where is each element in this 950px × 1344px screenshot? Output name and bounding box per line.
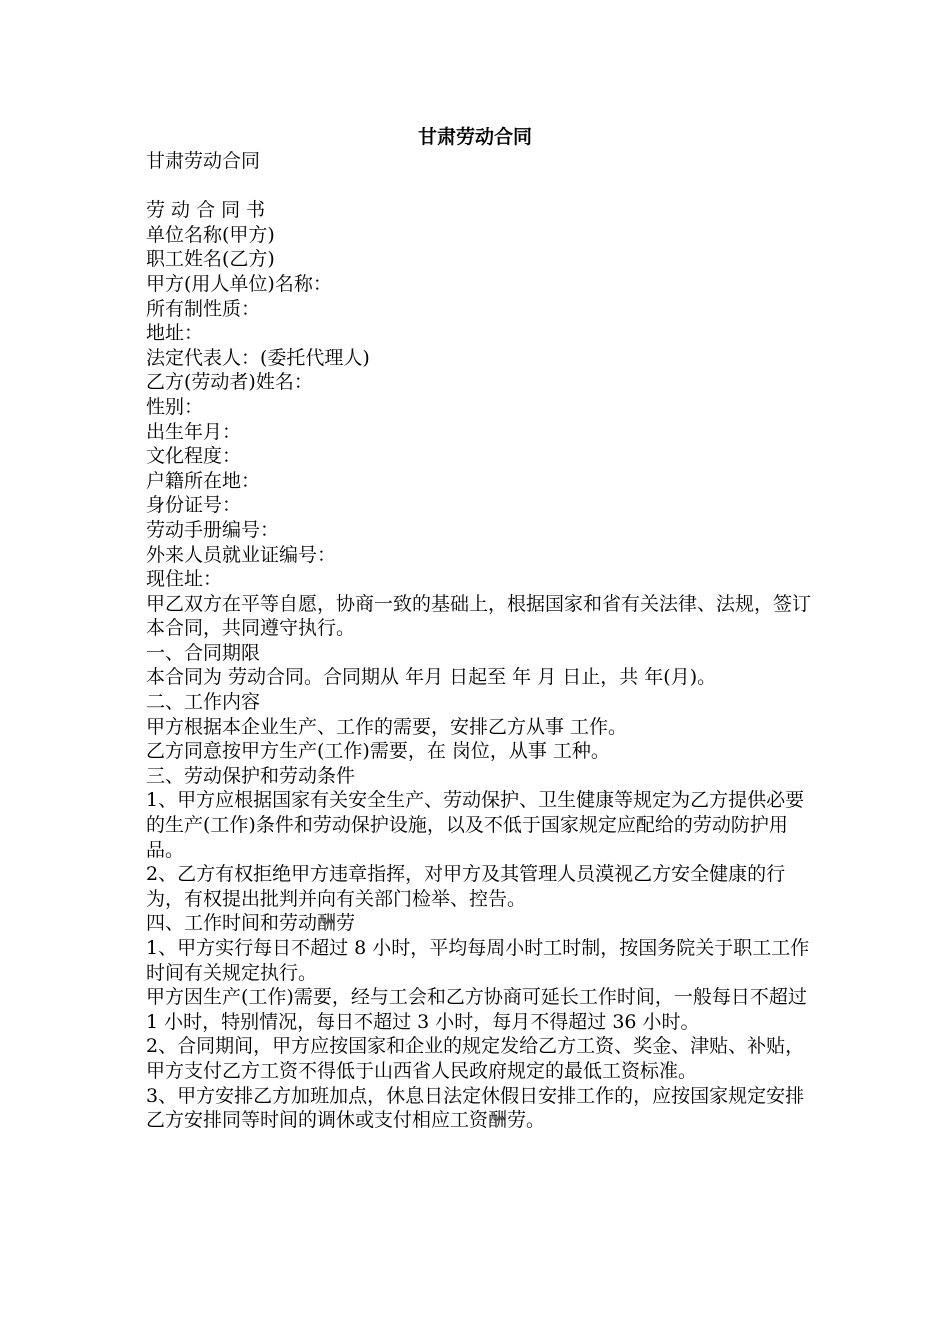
field-birth: 出生年月： [146,420,242,443]
field-id-number: 身份证号： [146,494,242,517]
section-heading-2: 二、工作内容 [146,691,261,714]
paragraph-work-2: 乙方同意按甲方生产(工作)需要，在 岗位，从事 工种。 [146,740,610,763]
paragraph-pay-2: 2、合同期间，甲方应按国家和企业的规定发给乙方工资、奖金、津贴、补贴，甲方支付乙方工资不得低于山西省人民政府规定的最低工资标准。 [146,1035,805,1082]
field-legal-rep: 法定代表人：(委托代理人) [146,346,370,369]
paragraph-hours-2: 甲方因生产(工作)需要，经与工会和乙方协商可延长工作时间，一般每日不超过 1 小时，特别情况，每日不超过 3 小时，每月不得超过 36 小时。 [146,986,813,1033]
field-education: 文化程度： [146,445,242,468]
field-gender: 性别： [146,395,204,418]
section-heading-1: 一、合同期限 [146,641,261,664]
document-title: 甘肃劳动合同 [417,126,532,148]
field-household: 户籍所在地： [146,469,261,492]
contract-heading: 劳 动 合 同 书 [146,199,266,222]
field-ownership: 所有制性质： [146,297,261,320]
paragraph-protection-1: 1、甲方应根据国家有关安全生产、劳动保护、卫生健康等规定为乙方提供必要的生产(工作)条件和劳动保护设施，以及不低于国家规定应配给的劳动防护用品。 [146,789,805,861]
field-address: 地址： [146,322,204,345]
doc-subtitle: 甘肃劳动合同 [146,150,261,172]
section-heading-3: 三、劳动保护和劳动条件 [146,764,356,787]
paragraph-preamble: 甲乙双方在平等自愿，协商一致的基础上，根据国家和省有关法律、法规，签订本合同，共同遵守执行。 [146,592,812,640]
paragraph-hours-1: 1、甲方实行每日不超过 8 小时，平均每周小时工时制，按国务院关于职工工作时间有关规定执行。 [146,937,810,984]
field-employee-name: 职工姓名(乙方) [146,248,275,271]
paragraph-pay-3: 3、甲方安排乙方加班加点，休息日法定休假日安排工作的，应按国家规定安排乙方安排同等时间的调休或支付相应工资酬劳。 [146,1084,805,1132]
section-heading-4: 四、工作时间和劳动酬劳 [146,912,356,935]
paragraph-term: 本合同为 劳动合同。合同期从 年月 日起至 年 月 日止，共 年(月)。 [146,666,717,689]
field-work-permit: 外来人员就业证编号： [146,543,337,566]
field-party-a-name: 甲方(用人单位)名称： [146,272,332,295]
field-current-address: 现住址： [146,568,223,591]
field-labor-book: 劳动手册编号： [146,518,280,541]
paragraph-work-1: 甲方根据本企业生产、工作的需要，安排乙方从事 工作。 [146,715,628,738]
field-employer-name: 单位名称(甲方) [146,223,275,246]
blank-line [146,174,811,199]
document-body [146,149,811,1133]
paragraph-protection-2: 2、乙方有权拒绝甲方违章指挥，对甲方及其管理人员漠视乙方安全健康的行为，有权提出批判并向有关部门检举、控告。 [146,863,786,910]
field-party-b-name: 乙方(劳动者)姓名： [146,371,313,394]
